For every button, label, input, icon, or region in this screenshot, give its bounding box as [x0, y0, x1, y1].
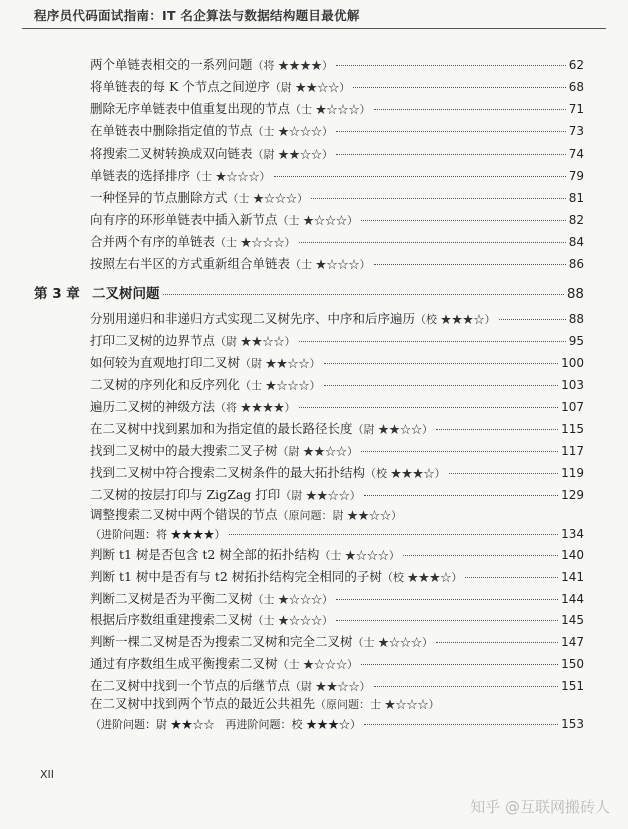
toc-entry-page: 79 [568, 169, 584, 183]
toc-entry [90, 355, 584, 372]
leader-dots [374, 109, 566, 110]
toc-entry-title: 在二叉树中找到一个节点的后继节点 [90, 678, 291, 693]
toc-entry-difficulty: （尉 ★★☆☆） [280, 489, 361, 502]
toc-entry-title: 调整搜索二叉树中两个错误的节点 [90, 507, 278, 522]
toc-entry-page: 129 [561, 488, 584, 502]
toc-entry-difficulty: （尉 ★★☆☆） [352, 423, 434, 436]
toc-entry-page: 68 [568, 80, 584, 94]
leader-dots [465, 577, 558, 578]
toc-entry-title: 将单链表的每 K 个节点之间逆序 [90, 79, 270, 94]
toc-entry-difficulty: （校 ★★★☆） [415, 313, 496, 326]
toc-entry [90, 591, 584, 608]
toc-entry-difficulty: （尉 ★★☆☆） [277, 445, 359, 458]
toc-entry [90, 311, 584, 328]
toc-entry-page: 86 [568, 257, 584, 271]
toc-entry-page: 81 [568, 191, 584, 205]
leader-dots [336, 620, 558, 621]
leader-dots [324, 363, 559, 364]
leader-dots [361, 664, 558, 665]
toc-entry-page: 147 [561, 635, 584, 649]
leader-dots [299, 341, 566, 342]
toc-entry-page: 153 [561, 717, 584, 731]
toc-entry [90, 612, 584, 629]
toc-entry [90, 507, 584, 524]
toc-entry-difficulty: （尉 ★★☆☆） [290, 680, 371, 693]
toc-entry-page: 100 [561, 356, 584, 370]
toc-entry-difficulty: （士 ★☆☆☆） [227, 192, 309, 205]
toc-entry [90, 146, 584, 163]
leader-dots [436, 642, 558, 643]
toc-entry-page: 141 [561, 570, 584, 584]
toc-entry-page: 103 [561, 378, 584, 392]
toc-entry-difficulty: （士 ★☆☆☆） [190, 170, 271, 183]
page-header-title: 程序员代码面试指南：IT 名企算法与数据结构题目最优解 [34, 8, 360, 23]
toc-entry-page: 117 [561, 444, 584, 458]
toc-entry-page: 151 [561, 679, 584, 693]
toc-entry-title: 分别用递归和非递归方式实现二叉树先序、中序和后序遍历 [90, 311, 416, 326]
toc-entry-page: 115 [561, 422, 584, 436]
toc-entry-page: 140 [561, 548, 584, 562]
leader-dots [374, 264, 566, 265]
toc-entry [90, 123, 584, 140]
leader-dots [361, 451, 558, 452]
leader-dots [336, 131, 566, 132]
toc-entry-difficulty: （士 ★☆☆☆） [252, 125, 334, 138]
toc-entry-title: 根据后序数组重建搜索二叉树 [90, 612, 253, 627]
leader-dots [361, 220, 566, 221]
toc-entry-title: 判断 t1 树中是否有与 t2 树拓扑结构完全相同的子树 [90, 569, 382, 584]
toc-entry-title: 在二叉树中找到两个节点的最近公共祖先 [90, 696, 316, 711]
toc-entry-title: 合并两个有序的单链表 [90, 234, 216, 249]
leader-dots [299, 407, 559, 408]
toc-entry [90, 656, 584, 673]
toc-entry [90, 190, 584, 207]
leader-dots [436, 429, 558, 430]
header-rule [22, 28, 606, 29]
toc-entry-page: 134 [561, 527, 584, 541]
toc-entry-title: 在二叉树中找到累加和为指定值的最长路径长度 [90, 421, 353, 436]
toc-entry-title: 判断二叉树是否为平衡二叉树 [90, 591, 253, 606]
leader-dots [311, 198, 566, 199]
toc-entry-title: 按照左右半区的方式重新组合单链表 [90, 256, 291, 271]
watermark: 知乎 @互联网搬砖人 [470, 798, 610, 816]
toc-entry [90, 256, 584, 273]
toc-entry [90, 696, 584, 713]
leader-dots [449, 473, 559, 474]
toc-entry [90, 678, 584, 695]
toc-entry-title: 向有序的环形单链表中插入新节点 [90, 212, 278, 227]
leader-dots [324, 385, 559, 386]
toc-entry-page: 145 [561, 613, 584, 627]
toc-entry-difficulty: （将 ★★★★） [252, 59, 334, 72]
toc-entry [90, 212, 584, 229]
toc-entry [90, 465, 584, 482]
toc-entry [90, 79, 584, 96]
toc-entry-difficulty: （士 ★☆☆☆） [277, 658, 359, 671]
leader-dots [299, 242, 566, 243]
toc-entry-page: 119 [561, 466, 584, 480]
toc-entry [90, 443, 584, 460]
toc-entry-difficulty: （校 ★★★☆） [381, 571, 463, 584]
toc-entry-title: 单链表的选择排序 [90, 168, 191, 183]
toc-entry-title: 遍历二叉树的神级方法 [90, 399, 216, 414]
toc-entry [90, 421, 584, 438]
toc-entry [90, 168, 584, 185]
leader-dots [364, 724, 558, 725]
toc-entry [90, 399, 584, 416]
chapter-title: 二叉树问题 [92, 286, 160, 302]
toc-entry-page: 82 [568, 213, 584, 227]
toc-entry-page: 88 [568, 312, 584, 326]
toc-entry [90, 487, 584, 504]
toc-entry-difficulty: （士 ★☆☆☆） [215, 236, 296, 249]
toc-entry-title: 删除无序单链表中值重复出现的节点 [90, 101, 291, 116]
toc-entry-difficulty: （原问题：尉 ★★☆☆） [277, 509, 403, 522]
toc-entry-title: 找到二叉树中符合搜索二叉树条件的最大拓扑结构 [90, 465, 366, 480]
chapter-page: 88 [566, 286, 584, 302]
chapter-heading [34, 282, 584, 302]
toc-entry-page: 107 [561, 400, 584, 414]
leader-dots [274, 176, 566, 177]
leader-dots [336, 154, 566, 155]
leader-dots [364, 495, 558, 496]
toc-entry-difficulty: （士 ★☆☆☆） [290, 258, 371, 271]
toc-entry [90, 526, 584, 543]
toc-entry [90, 234, 584, 251]
toc-entry-title: 将搜索二叉树转换成双向链表 [90, 146, 253, 161]
toc-entry-difficulty: （士 ★☆☆☆） [252, 614, 334, 627]
toc-entry-difficulty: （士 ★☆☆☆） [319, 549, 400, 562]
toc-entry-title: 如何较为直观地打印二叉树 [90, 355, 241, 370]
toc-entry [90, 634, 584, 651]
toc-entry-title: 判断 t1 树是否包含 t2 树全部的拓扑结构 [90, 547, 320, 562]
toc-entry-page: 144 [561, 592, 584, 606]
leader-dots [499, 319, 566, 320]
toc-entry [90, 547, 584, 564]
toc-entry-title: （进阶问题：尉 ★★☆☆ 再进阶问题：校 ★★★☆） [90, 718, 361, 731]
toc-entry-page: 71 [568, 102, 584, 116]
leader-dots [353, 87, 565, 88]
toc-entry-page: 95 [568, 334, 584, 348]
leader-dots [374, 686, 559, 687]
toc-entry-title: 找到二叉树中的最大搜索二叉子树 [90, 443, 278, 458]
toc-entry-difficulty: （校 ★★★☆） [365, 467, 446, 480]
leader-dots [403, 555, 558, 556]
toc-entry-difficulty: （尉 ★★☆☆） [269, 81, 351, 94]
chapter-number: 第 3 章 [34, 286, 80, 302]
toc-entry [90, 377, 584, 394]
toc-entry-title: 两个单链表相交的一系列问题 [90, 57, 253, 72]
toc-entry-title: 判断一棵二叉树是否为搜索二叉树和完全二叉树 [90, 634, 353, 649]
toc-entry [90, 716, 584, 733]
toc-entry [90, 569, 584, 586]
toc-entry-difficulty: （士 ★☆☆☆） [290, 103, 371, 116]
toc-entry-page: 62 [568, 58, 584, 72]
toc-entry [90, 333, 584, 350]
toc-entry-difficulty: （尉 ★★☆☆） [215, 335, 296, 348]
footer-page-number: XII [40, 768, 55, 781]
toc-entry-difficulty: （将 ★★★★） [215, 401, 296, 414]
toc-entry-difficulty: （原问题：士 ★☆☆☆） [315, 698, 440, 711]
toc-entry-title: 二叉树的按层打印与 ZigZag 打印 [90, 487, 281, 502]
toc-entry-title: 打印二叉树的边界节点 [90, 333, 216, 348]
toc-entry-title: 一种怪异的节点删除方式 [90, 190, 228, 205]
leader-dots [163, 294, 564, 295]
leader-dots [336, 599, 558, 600]
toc-entry-page: 84 [568, 235, 584, 249]
toc-entry-difficulty: （尉 ★★☆☆） [252, 148, 334, 161]
toc-entry-page: 74 [568, 147, 584, 161]
toc-entry-difficulty: （士 ★☆☆☆） [277, 214, 359, 227]
toc-entry-page: 150 [561, 657, 584, 671]
toc-entry [90, 101, 584, 118]
toc-entry-title: 二叉树的序列化和反序列化 [90, 377, 241, 392]
toc-entry-title: 通过有序数组生成平衡搜索二叉树 [90, 656, 278, 671]
toc-entry [90, 57, 584, 74]
toc-entry-difficulty: （士 ★☆☆☆） [252, 593, 334, 606]
toc-entry-difficulty: （士 ★☆☆☆） [352, 636, 434, 649]
toc-entry-difficulty: （尉 ★★☆☆） [240, 357, 321, 370]
toc-entry-page: 73 [568, 124, 584, 138]
leader-dots [229, 534, 559, 535]
toc-entry-title: 在单链表中删除指定值的节点 [90, 123, 253, 138]
leader-dots [336, 65, 566, 66]
toc-entry-title: （进阶问题：将 ★★★★） [90, 528, 226, 541]
toc-entry-difficulty: （士 ★☆☆☆） [240, 379, 321, 392]
